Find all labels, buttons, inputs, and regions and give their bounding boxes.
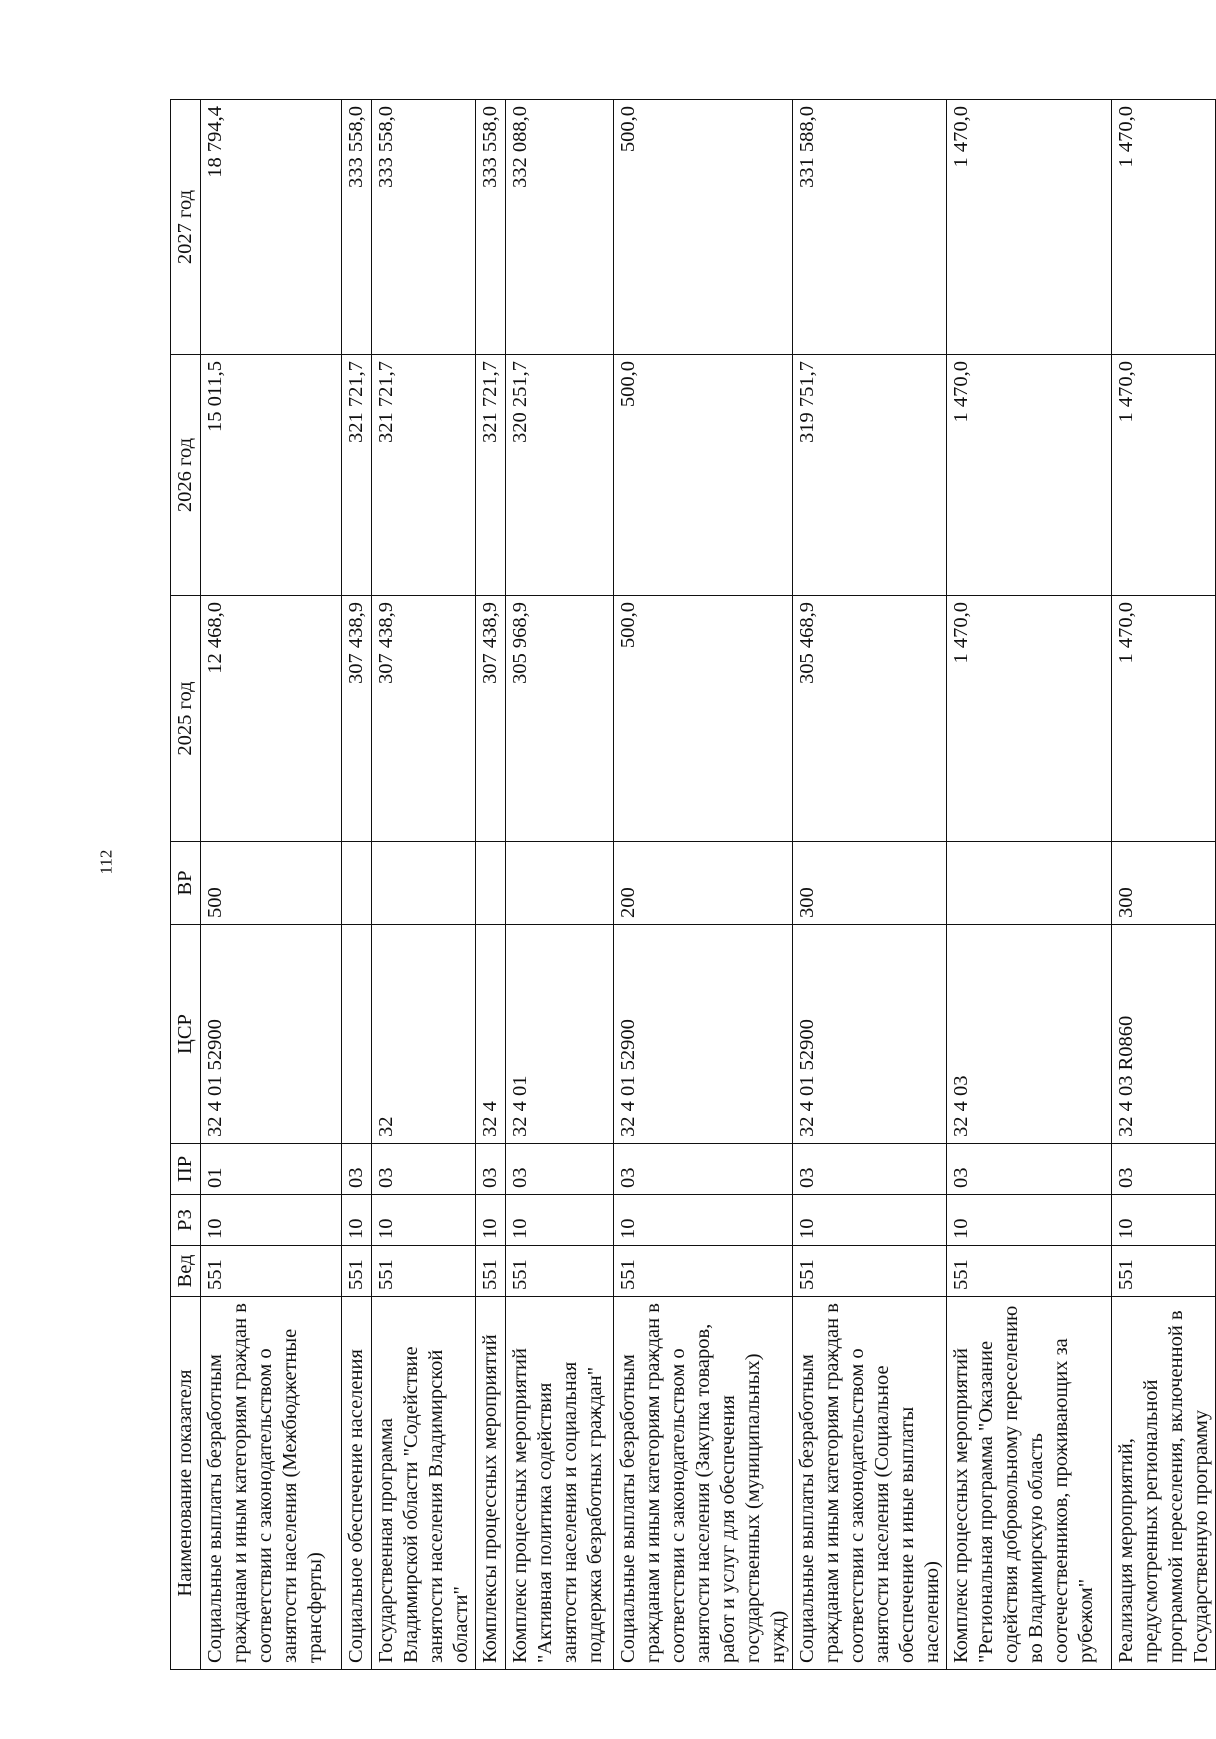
row-rz: 10 xyxy=(342,1195,372,1246)
row-name: Государственная программа Владимирской области "Содействие занятости населения Владимирской области" xyxy=(372,1297,476,1670)
row-2025: 500,0 xyxy=(614,596,793,842)
row-2026: 320 251,7 xyxy=(506,355,614,596)
row-2026: 500,0 xyxy=(614,355,793,596)
row-rz: 10 xyxy=(476,1195,506,1246)
row-vr xyxy=(372,842,476,925)
row-2026: 319 751,7 xyxy=(793,355,947,596)
row-name: Комплекс процессных мероприятий "Активная политика содействия занятости населения и социальная поддержка безработных граждан" xyxy=(506,1297,614,1670)
row-2027: 331 588,0 xyxy=(793,100,947,355)
row-csr: 32 4 01 52900 xyxy=(614,925,793,1144)
header-2027: 2027 год xyxy=(171,100,201,355)
header-ved: Вед xyxy=(171,1246,201,1297)
row-rz: 10 xyxy=(1112,1195,1216,1246)
row-2026: 1 470,0 xyxy=(1112,355,1216,596)
header-pr: ПР xyxy=(171,1144,201,1195)
row-2027: 18 794,4 xyxy=(201,100,342,355)
row-rz: 10 xyxy=(614,1195,793,1246)
row-2027: 1 470,0 xyxy=(1112,100,1216,355)
row-2026: 321 721,7 xyxy=(342,355,372,596)
row-name: Социальные выплаты безработным гражданам и иным категориям граждан в соответствии с законодательством о занятости населения (Межбюджетные трансферты) xyxy=(201,1297,342,1670)
row-pr: 03 xyxy=(614,1144,793,1195)
header-2026: 2026 год xyxy=(171,355,201,596)
row-2026: 321 721,7 xyxy=(372,355,476,596)
row-vr: 500 xyxy=(201,842,342,925)
row-csr xyxy=(342,925,372,1144)
row-pr: 03 xyxy=(793,1144,947,1195)
row-ved: 551 xyxy=(342,1246,372,1297)
table-row xyxy=(506,100,614,1670)
row-2027: 332 088,0 xyxy=(506,100,614,355)
row-2025: 305 968,9 xyxy=(506,596,614,842)
row-rz: 10 xyxy=(372,1195,476,1246)
row-2025: 305 468,9 xyxy=(793,596,947,842)
table-row xyxy=(476,100,506,1670)
row-csr: 32 4 03 R0860 xyxy=(1112,925,1216,1144)
row-rz: 10 xyxy=(793,1195,947,1246)
row-pr: 03 xyxy=(476,1144,506,1195)
row-2027: 333 558,0 xyxy=(372,100,476,355)
table-row xyxy=(1112,100,1216,1670)
row-ved: 551 xyxy=(506,1246,614,1297)
row-2025: 12 468,0 xyxy=(201,596,342,842)
row-rz: 10 xyxy=(506,1195,614,1246)
table-row xyxy=(372,100,476,1670)
table-row xyxy=(614,100,793,1670)
row-pr: 01 xyxy=(201,1144,342,1195)
row-vr: 300 xyxy=(793,842,947,925)
page-number: 112 xyxy=(96,849,116,875)
row-vr: 300 xyxy=(1112,842,1216,925)
row-name: Социальное обеспечение населения xyxy=(342,1297,372,1670)
header-rz: РЗ xyxy=(171,1195,201,1246)
row-2026: 15 011,5 xyxy=(201,355,342,596)
header-vr: ВР xyxy=(171,842,201,925)
row-csr: 32 4 01 52900 xyxy=(201,925,342,1144)
row-csr: 32 xyxy=(372,925,476,1144)
header-csr: ЦСР xyxy=(171,925,201,1144)
table-row xyxy=(201,100,342,1670)
row-ved: 551 xyxy=(947,1246,1112,1297)
table-row xyxy=(793,100,947,1670)
rotated-page-content xyxy=(170,100,1212,1670)
row-pr: 03 xyxy=(947,1144,1112,1195)
row-csr: 32 4 01 xyxy=(506,925,614,1144)
row-2025: 307 438,9 xyxy=(342,596,372,842)
row-csr: 32 4 xyxy=(476,925,506,1144)
row-2026: 1 470,0 xyxy=(947,355,1112,596)
row-2027: 333 558,0 xyxy=(476,100,506,355)
row-name: Комплекс процессных мероприятий "Региональная программа "Оказание содействия добровольному переселению во Владимирскую область соотечественников, проживающих за рубежом" xyxy=(947,1297,1112,1670)
table-row xyxy=(342,100,372,1670)
row-vr xyxy=(506,842,614,925)
row-name: Комплексы процессных мероприятий xyxy=(476,1297,506,1670)
row-2025: 1 470,0 xyxy=(947,596,1112,842)
row-pr: 03 xyxy=(372,1144,476,1195)
row-2025: 1 470,0 xyxy=(1112,596,1216,842)
row-2027: 333 558,0 xyxy=(342,100,372,355)
row-rz: 10 xyxy=(201,1195,342,1246)
row-2025: 307 438,9 xyxy=(476,596,506,842)
row-ved: 551 xyxy=(372,1246,476,1297)
row-pr: 03 xyxy=(1112,1144,1216,1195)
row-vr xyxy=(476,842,506,925)
row-pr: 03 xyxy=(342,1144,372,1195)
row-csr: 32 4 01 52900 xyxy=(793,925,947,1144)
table-row xyxy=(947,100,1112,1670)
row-rz: 10 xyxy=(947,1195,1112,1246)
budget-table xyxy=(170,99,1216,1670)
row-vr xyxy=(947,842,1112,925)
row-ved: 551 xyxy=(476,1246,506,1297)
header-name: Наименование показателя xyxy=(171,1297,201,1670)
row-ved: 551 xyxy=(793,1246,947,1297)
row-pr: 03 xyxy=(506,1144,614,1195)
row-name: Социальные выплаты безработным гражданам и иным категориям граждан в соответствии с законодательством о занятости населения (Закупка товаров, работ и услуг для обеспечения государственных (муниципальных) нужд) xyxy=(614,1297,793,1670)
row-2027: 500,0 xyxy=(614,100,793,355)
row-2027: 1 470,0 xyxy=(947,100,1112,355)
row-vr xyxy=(342,842,372,925)
row-ved: 551 xyxy=(1112,1246,1216,1297)
row-2026: 321 721,7 xyxy=(476,355,506,596)
header-2025: 2025 год xyxy=(171,596,201,842)
row-ved: 551 xyxy=(201,1246,342,1297)
row-2025: 307 438,9 xyxy=(372,596,476,842)
table-header-row xyxy=(171,100,201,1670)
row-name: Реализация мероприятий, предусмотренных региональной программой переселения, включенной в Государственную программу xyxy=(1112,1297,1216,1670)
row-vr: 200 xyxy=(614,842,793,925)
row-csr: 32 4 03 xyxy=(947,925,1112,1144)
row-name: Социальные выплаты безработным гражданам и иным категориям граждан в соответствии с законодательством о занятости населения (Социальное обеспечение и иные выплаты населению) xyxy=(793,1297,947,1670)
row-ved: 551 xyxy=(614,1246,793,1297)
